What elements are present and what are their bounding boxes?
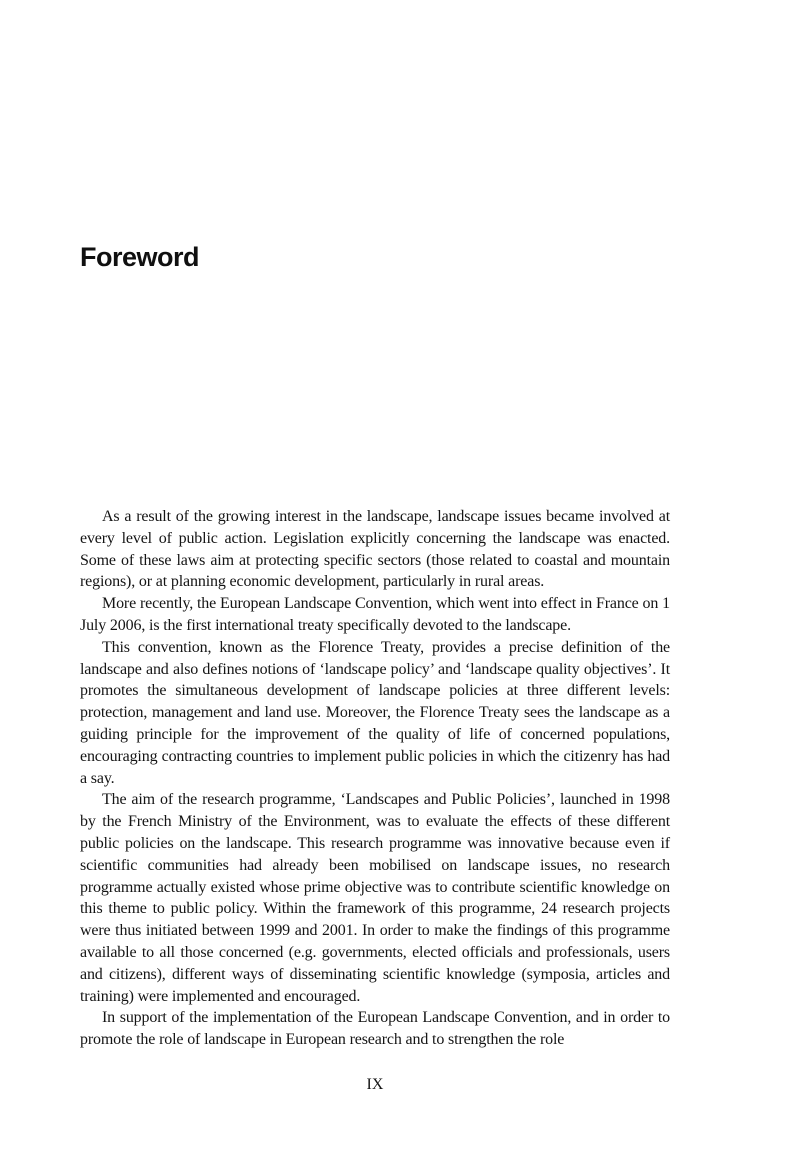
page-number: IX bbox=[366, 1076, 384, 1093]
body-text bbox=[80, 506, 670, 1051]
paragraph: More recently, the European Landscape Convention, which went into effect in France on 1 July 2006, is the first international treaty specifically devoted to the landscape. bbox=[80, 595, 670, 634]
paragraph: The aim of the research programme, ‘Landscapes and Public Policies’, launched in 1998 by the French Ministry of the Environment, was to evaluate the effects of these different public policies on the landscape. This research programme was innovative because even if scientific communities had already been mobilised on landscape issues, no research programme actually existed whose prime objective was to contribute scientific knowledge on this theme to public policy. Within the framework of this programme, 24 research projects were thus initiated between 1999 and 2001. In order to make the findings of this programme available to all those concerned (e.g. governments, elected officials and professionals, users and citizens), different ways of disseminating scientific knowledge (symposia, articles and training) were implemented and encouraged. bbox=[80, 791, 670, 1005]
paragraph: In support of the implementation of the European Landscape Convention, and in order to promote the role of landscape in European research and to strengthen the role bbox=[80, 1009, 670, 1049]
page-title: Foreword bbox=[80, 242, 200, 272]
paragraph: This convention, known as the Florence Treaty, provides a precise definition of the landscape and also defines notions of ‘landscape policy’ and ‘landscape quality objectives’. It promotes the simultaneous development of landscape policies at three different levels: protection, management and land use. Moreover, the Florence Treaty sees the landscape as a guiding principle for the improvement of the quality of life of concerned populations, encouraging contracting countries to implement public policies in which the citizenry has had a say. bbox=[80, 638, 670, 787]
paragraph: As a result of the growing interest in the landscape, landscape issues became involved at every level of public action. Legislation explicitly concerning the landscape was enacted. Some of these laws aim at protecting specific sectors (those related to coastal and mountain regions), or at planning economic development, particularly in rural areas. bbox=[80, 508, 670, 591]
